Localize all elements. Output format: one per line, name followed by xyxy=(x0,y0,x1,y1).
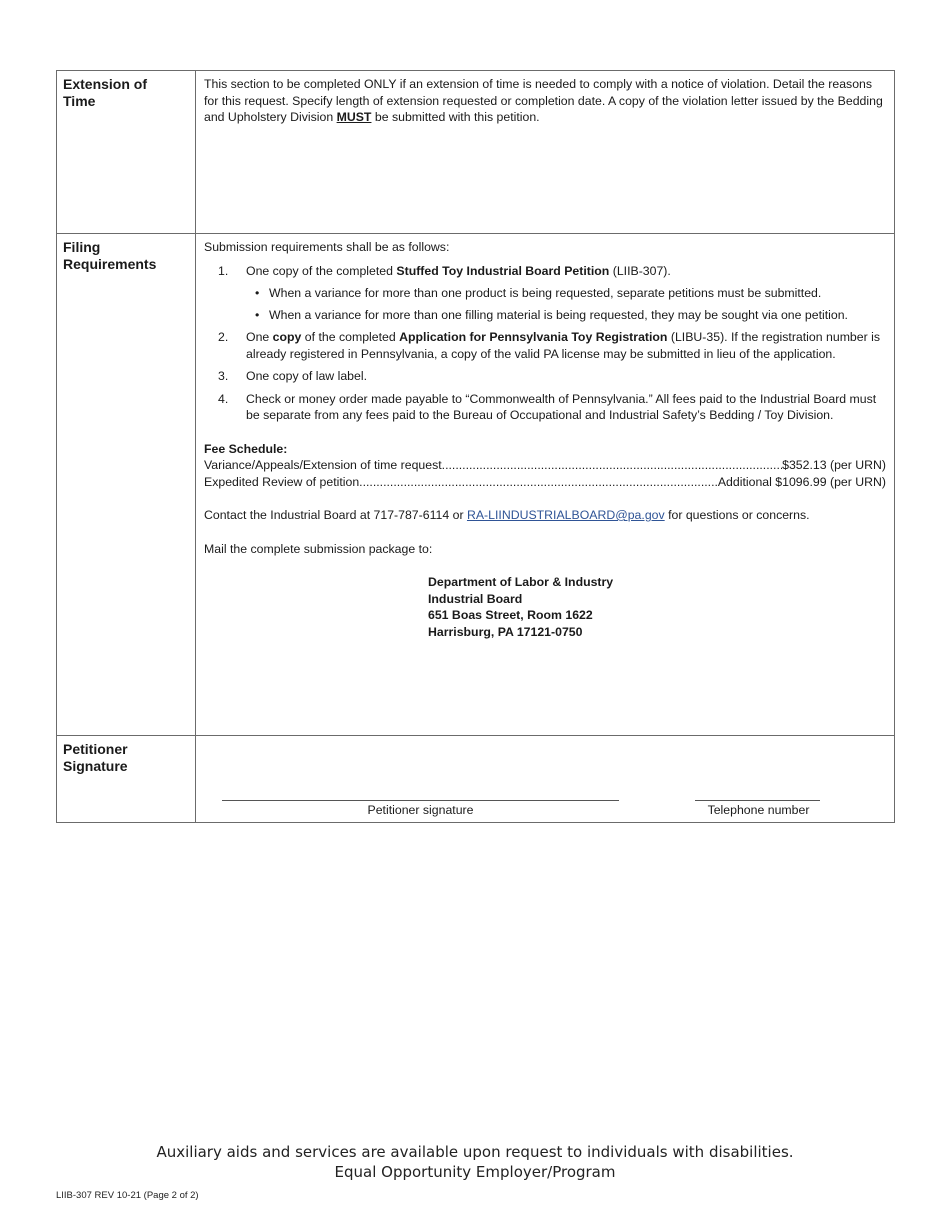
filing-content-cell xyxy=(196,234,895,736)
signature-line[interactable] xyxy=(222,800,619,801)
telephone-caption: Telephone number xyxy=(707,803,810,817)
requirement-item-3: 3. One copy of law label. xyxy=(218,369,367,383)
address-line: Department of Labor & Industry xyxy=(428,575,614,589)
signature-label-cell xyxy=(57,736,196,823)
fee-row-variance: Variance/Appeals/Extension of time request ..... $352.13 (per URN) xyxy=(204,457,886,474)
filing-requirements-row xyxy=(57,234,895,736)
filing-intro: Submission requirements shall be as follows: xyxy=(204,240,450,254)
extension-label-cell xyxy=(57,71,196,234)
signature-content-cell xyxy=(196,736,895,823)
extension-content-cell[interactable] xyxy=(196,71,895,234)
address-line: Industrial Board xyxy=(428,591,523,606)
filing-label-cell xyxy=(57,234,196,736)
requirements-list xyxy=(204,263,886,424)
accessibility-notice xyxy=(0,1143,950,1182)
address-line: Harrisburg, PA 17121-0750 xyxy=(428,624,583,639)
extension-of-time-row xyxy=(57,71,895,234)
signature-label: Petitioner Signature xyxy=(63,741,128,774)
mail-instruction: Mail the complete submission package to: xyxy=(204,541,433,556)
must-emphasis: MUST xyxy=(336,110,372,124)
bullet-item: • When a variance for more than one filling material is being requested, they may be sought via one petition. xyxy=(255,307,848,322)
bullet-icon: • xyxy=(255,307,260,322)
contact-line: Contact the Industrial Board at 717-787-6114 or RA-LIINDUSTRIALBOARD@pa.gov for questions or concerns. xyxy=(204,508,810,522)
extension-label: Extension of Time xyxy=(63,76,148,109)
requirement-item-2: 2. One copy of the completed Application for Pennsylvania Toy Registration (LIBU-35). If the registration number is already registered in Pennsylvania, a copy of the valid PA license may be submitted in lieu of the application. xyxy=(218,330,881,361)
notice-line-2: Equal Opportunity Employer/Program xyxy=(334,1162,616,1181)
filing-label: Filing Requirements xyxy=(63,239,157,272)
requirement-item-4: 4. Check or money order made payable to “Commonwealth of Pennsylvania.” All fees paid to the Industrial Board must be separate from any fees paid to the Bureau of Occupational and Industrial Safety’s Bedding / Toy Division. xyxy=(218,391,877,422)
fee-row-expedited: Expedited Review of petition ..... Additional $1096.99 (per URN) xyxy=(204,474,886,491)
requirement-item-1: 1. One copy of the completed Stuffed Toy Industrial Board Petition (LIIB-307). • When a variance for more than one product is being requested, separate petitions must be submitted. • When a variance for more than one filling material is being requested, they may be sought via one petition. xyxy=(204,263,886,324)
extension-instructions: This section to be completed ONLY if an extension of time is needed to comply with a notice of violation. Detail the reasons for this request. Specify length of extension requested or completion date. A copy of the violation letter issued by the Bedding and Upholstery Division MUST be submitted with this petition. xyxy=(204,77,883,124)
bullet-icon: • xyxy=(255,286,260,300)
petitioner-signature-row xyxy=(57,736,895,823)
requirement-1-bullets xyxy=(246,285,886,323)
form-identifier: LIIB-307 REV 10-21 (Page 2 of 2) xyxy=(56,1190,199,1201)
mailing-address xyxy=(428,574,886,640)
notice-line-1: Auxiliary aids and services are available upon request to individuals with disabilities. xyxy=(156,1143,794,1161)
petition-form-table xyxy=(56,70,895,823)
address-line: 651 Boas Street, Room 1622 xyxy=(428,608,593,622)
telephone-line[interactable] xyxy=(695,800,820,801)
bullet-item: • When a variance for more than one product is being requested, separate petitions must be submitted. xyxy=(255,286,822,300)
fee-schedule-heading: Fee Schedule: xyxy=(204,441,288,456)
signature-caption: Petitioner signature xyxy=(367,803,474,817)
email-link[interactable]: RA-LIINDUSTRIALBOARD@pa.gov xyxy=(466,508,665,522)
